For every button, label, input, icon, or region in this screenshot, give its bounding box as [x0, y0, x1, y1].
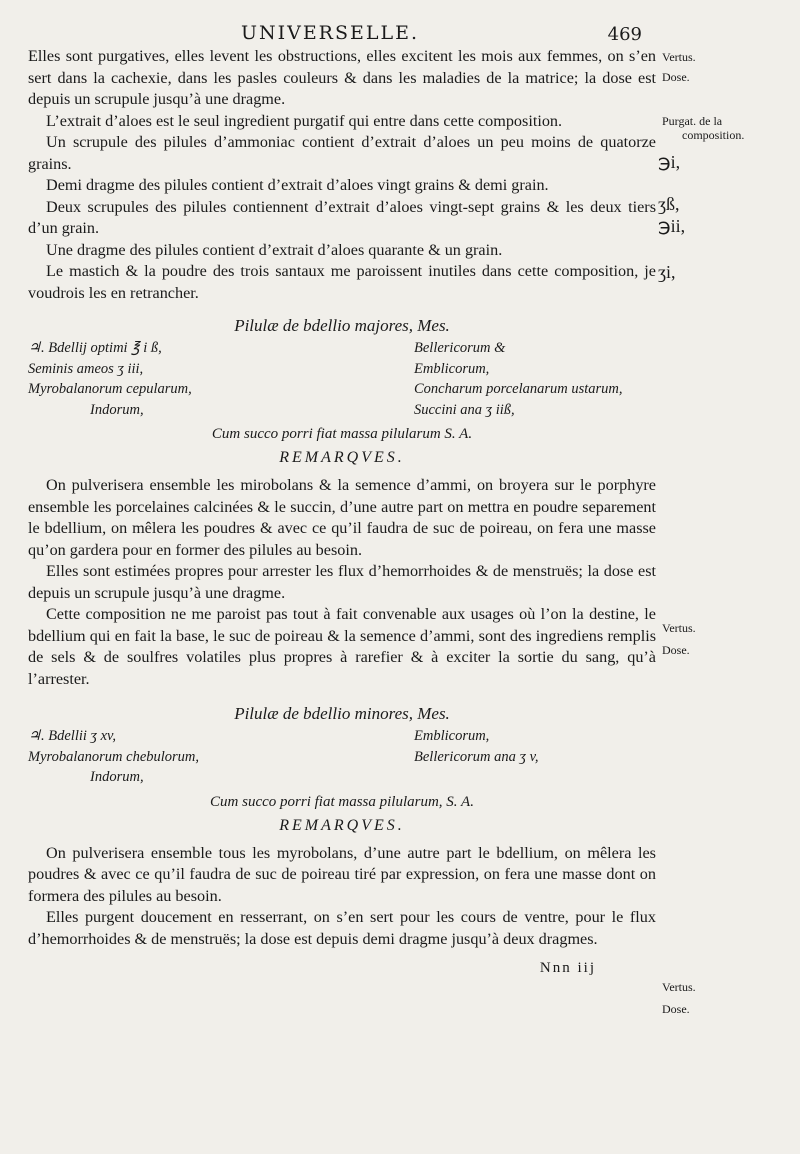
paragraph: Deux scrupules des pilules contiennent d’extrait d’aloes vingt-sept grains & les deux tiers d’un grain.	[28, 197, 656, 237]
ingredient: Emblicorum,	[414, 360, 490, 377]
page-number: 469	[607, 24, 642, 45]
margin-note	[662, 621, 792, 657]
recipe-title: Pilulæ de bdellio majores, Mes.	[234, 316, 450, 335]
ingredient-column-left	[28, 338, 358, 420]
ingredient: Bellericorum &	[414, 340, 506, 356]
paragraph: Demi dragme des pilules contient d’extrait d’aloes vingt grains & demi grain.	[46, 176, 549, 194]
recipe-title: Pilulæ de bdellio minores, Mes.	[234, 704, 450, 723]
ingredient: ♃. Bdellij optimi ℥ i ß,	[28, 340, 162, 356]
margin-symbol: ʒß,	[658, 194, 680, 214]
paragraph: On pulverisera ensemble tous les myrobolans, d’une autre part le bdellium, on mêlera les poudres & avec ce qu’il faudra de suc de poireau tiré par expression, on fera une masse dont on formera des pilules au besoin.	[28, 843, 656, 905]
paragraph: Une dragme des pilules contient d’extrait d’aloes quarante & un grain.	[46, 240, 503, 259]
margin-label-vertus: Vertus.	[662, 980, 696, 994]
ingredient-column-left	[28, 726, 358, 788]
signature-mark: Nnn iij	[539, 960, 596, 976]
margin-label-composition: composition.	[682, 128, 745, 142]
paragraph: On pulverisera ensemble les mirobolans & la semence d’ammi, on broyera sur le porphyre ensemble les porcelaines calcinées & le succin, d’une autre part on mettra en poudre separement le bdellium, on mêlera les poudres & avec ce qu’il faudra de suc de poireau, on fera une masse qu’on gardera pour en former des pilules au besoin.	[28, 476, 656, 559]
ingredient-column-right	[414, 338, 654, 420]
paragraph: L’extrait d’aloes est le seul ingredient purgatif qui entre dans cette composition.	[46, 111, 563, 130]
paragraph: Elles sont estimées propres pour arrester les flux d’hemorrhoides & de menstruës; la dose est depuis un scrupule jusqu’à une dragme.	[28, 562, 656, 602]
margin-symbol: ℈ii,	[658, 216, 686, 236]
ingredient: Indorum,	[90, 769, 144, 785]
ingredient-list	[28, 338, 656, 420]
paragraph: Le mastich & la poudre des trois santaux me paroissent inutiles dans cette composition, je voudrois les en retrancher.	[28, 262, 656, 302]
ingredient: Emblicorum,	[414, 728, 490, 744]
ingredient: Succini ana ʒ iiß,	[414, 401, 515, 418]
ingredient: Myrobalanorum cepularum,	[28, 381, 192, 397]
running-title: UNIVERSELLE.	[240, 22, 420, 44]
margin-label-dose: Dose.	[662, 1002, 690, 1016]
remarques-heading: REMARQVES.	[279, 449, 405, 466]
ingredient: Concharum porcelanarum ustarum,	[414, 381, 623, 397]
ingredient: Myrobalanorum chebulorum,	[28, 748, 200, 765]
ingredient: ♃. Bdellii ʒ xv,	[28, 728, 117, 744]
main-text	[28, 46, 656, 977]
paragraph: Cette composition ne me paroist pas tout à fait convenable aux usages où l’on la destine, le bdellium qui en fait la base, le suc de poireau & la semence d’ammi, sont des ingrediens remplis de sels & de soulfres volatiles plus propres à rarefier & à exciter la sortie du sang, qu’à l’arrester.	[28, 605, 656, 688]
remarques-heading: REMARQVES.	[279, 816, 405, 834]
margin-symbol: ʒi,	[658, 262, 676, 282]
margin-label-vertus: Vertus.	[662, 621, 696, 635]
ingredient: Indorum,	[90, 401, 144, 418]
margin-note	[662, 980, 792, 1016]
ingredient-list	[28, 726, 656, 788]
recipe-formula: Cum succo porri fiat massa pilularum S. A.	[211, 426, 473, 442]
ingredient: Bellericorum ana ʒ v,	[414, 748, 539, 765]
margin-note	[662, 114, 792, 142]
ingredient-column-right	[414, 726, 654, 788]
recipe-formula: Cum succo porri fiat massa pilularum, S. A.	[210, 793, 474, 810]
paragraph: Un scrupule des pilules d’ammoniac contient d’extrait d’aloes un peu moins de quatorze grains.	[28, 133, 656, 173]
ingredient: Seminis ameos ʒ iii,	[28, 360, 144, 377]
margin-label-dose: Dose.	[662, 643, 690, 657]
margin-symbol: ℈i,	[658, 152, 681, 172]
margin-label-vertus: Vertus.	[662, 50, 696, 64]
paragraph: Elles purgent doucement en resserrant, on s’en sert pour les cours de ventre, pour le flux d’hemorrhoides & de menstruës; la dose est depuis demi dragme jusqu’à deux dragmes.	[28, 908, 656, 948]
paragraph: Elles sont purgatives, elles levent les obstructions, elles excitent les mois aux femmes, on s’en sert dans la cachexie, dans les pasles couleurs & dans les maladies de la matrice; la dose est depuis un scrupule jusqu’à une dragme.	[28, 47, 656, 108]
margin-note	[662, 50, 792, 84]
margin-label-dose: Dose.	[662, 70, 690, 84]
margin-label-purgat: Purgat. de la	[662, 114, 723, 128]
